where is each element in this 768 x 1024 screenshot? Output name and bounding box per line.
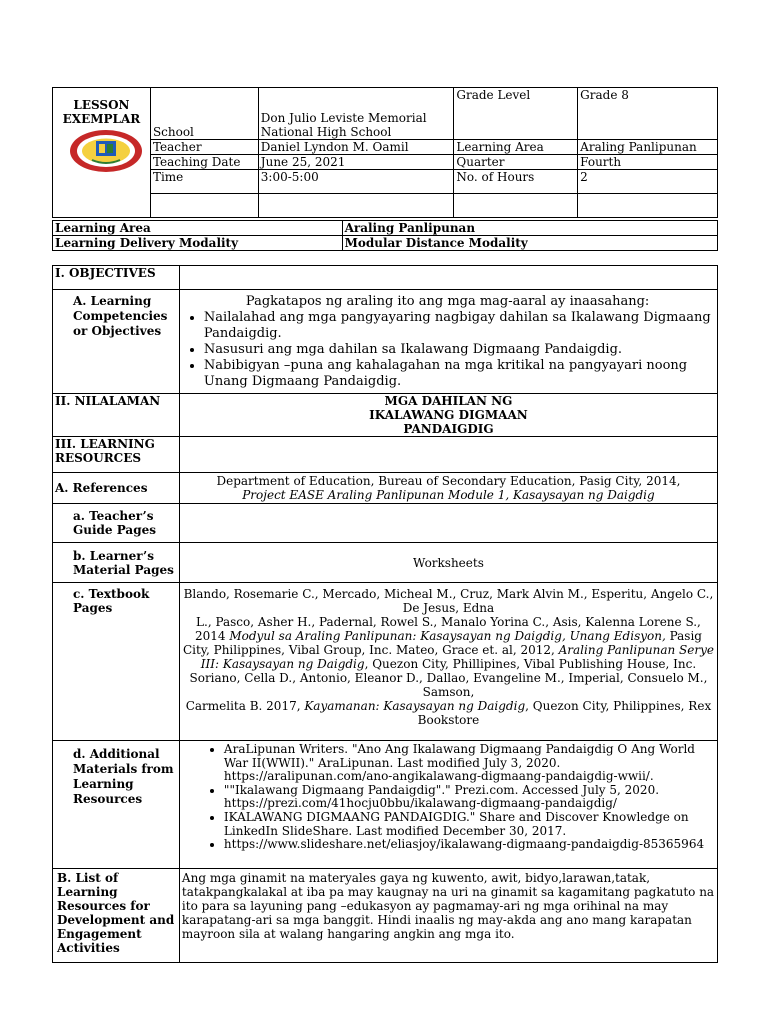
empty-cell <box>258 194 454 218</box>
list-of-resources-label: B. List of Learning Resources for Development and Engagement Activities <box>53 869 180 963</box>
teacher-value: Daniel Lyndon M. Oamil <box>258 140 454 155</box>
competencies-label: A. Learning Competencies or Objectives <box>53 290 180 394</box>
learning-area-label: Learning Area <box>454 140 578 155</box>
textbook-citation-4 <box>182 699 715 727</box>
citation-text: Carmelita B. 2017, <box>185 699 305 713</box>
teaching-date-value: June 25, 2021 <box>258 155 454 170</box>
empty-cell <box>578 194 718 218</box>
objective-item: • Nasusuri ang mga dahilan sa Ikalawang Digmaang Pandaigdig. <box>204 342 715 358</box>
empty-cell <box>454 194 578 218</box>
citation-title: Araling Panlipunan Serye III: Kasaysayan ng Daigdig <box>200 643 714 671</box>
hours-value: 2 <box>578 170 718 194</box>
learners-material-label: b. Learner’s Material Pages <box>53 543 180 583</box>
textbook-citation-3: Soriano, Cella D., Antonio, Eleanor D., Dallao, Evangeline M., Imperial, Consuelo M., Samson, <box>189 671 708 699</box>
lesson-exemplar-title: LESSON EXEMPLAR <box>53 88 151 218</box>
additional-materials-cell <box>179 741 717 869</box>
textbook-cell <box>179 583 717 741</box>
additional-material-item: • https://www.slideshare.net/eliasjoy/ikalawang-digmaang-pandaigdig-85365964 <box>224 838 715 852</box>
modality-label: Learning Delivery Modality <box>53 236 343 251</box>
objectives-cell <box>179 290 717 394</box>
school-seal-logo <box>68 128 144 174</box>
header-table <box>52 87 718 218</box>
main-table <box>52 265 718 963</box>
citation-text: L., Pasco, Asher H., Padernal, Rowel S., Manalo Yorina C., Asis, Kalenna Lorene S., 2014 <box>194 615 701 643</box>
empty-cell <box>150 194 258 218</box>
citation-title: Modyul sa Araling Panlipunan: Kasaysayan ng Daigdig, Unang Edisyon, <box>229 629 666 643</box>
textbook-citation-1: Blando, Rosemarie C., Mercado, Micheal M., Cruz, Mark Alvin M., Esperitu, Angelo C., De Jesus, Edna <box>183 587 714 615</box>
learners-material-value: Worksheets <box>179 543 717 583</box>
additional-material-item: • AraLipunan Writers. "Ano Ang Ikalawang Digmaang Pandaigdig O Ang World War II(WWII)." AraLipunan. Last modified July 3, 2020. https://aralipunan.com/ano-angikalawang-digmaang-pandaigdig-wwii/. <box>224 743 715 784</box>
time-label: Time <box>150 170 258 194</box>
nilalaman-label: II. NILALAMAN <box>53 394 180 437</box>
empty-cell <box>179 437 717 473</box>
learning-resources-label: III. LEARNING RESOURCES <box>53 437 180 473</box>
additional-material-item: • ""Ikalawang Digmaang Pandaigdig"." Prezi.com. Accessed July 5, 2020. https://prezi.com/41hocju0bbu/ikalawang-digmaang-pandaigdig/ <box>224 784 715 811</box>
teacher-label: Teacher <box>150 140 258 155</box>
textbook-citation-2 <box>182 615 715 671</box>
quarter-label: Quarter <box>454 155 578 170</box>
school-label: School <box>150 88 258 140</box>
empty-cell <box>179 266 717 290</box>
modality-value: Modular Distance Modality <box>342 236 717 251</box>
references-line2: Project EASE Araling Panlipunan Module 1, Kasaysayan ng Daigdig <box>242 488 655 502</box>
quarter-value: Fourth <box>578 155 718 170</box>
list-of-resources-text: Ang mga ginamit na materyales gaya ng kuwento, awit, bidyo,larawan,tatak, tatakpangkalakal at iba pa may kaugnay na uri na ginamit sa kagamitang pagkatuto na ito para sa layuning pang –edukasyon ay pagmamay-ari ng mga orihinal na may karapatang-ari sa mga banggit. Hindi inaalis ng may-akda ang ano mang karapatan mayroon sila at walang hangaring angkin ang mga ito. <box>179 869 717 963</box>
objectives-list <box>182 310 715 390</box>
additional-materials-label: d. Additional Materials from Learning Resources <box>53 741 180 869</box>
additional-material-item: • IKALAWANG DIGMAANG PANDAIGDIG." Share and Discover Knowledge on LinkedIn SlideShare. Last modified December 30, 2017. <box>224 811 715 838</box>
summary-learning-area-label: Learning Area <box>53 221 343 236</box>
teaching-date-label: Teaching Date <box>150 155 258 170</box>
grade-level-value: Grade 8 <box>578 88 718 140</box>
citation-text: , Quezon City, Philippines, Rex Bookstore <box>417 699 712 727</box>
time-value: 3:00-5:00 <box>258 170 454 194</box>
references-label: A. References <box>53 473 180 504</box>
citation-text: Pasig City, Philippines, Vibal Group, Inc. Mateo, Grace et. al, 2012, <box>182 629 702 657</box>
objectives-intro: Pagkatapos ng araling ito ang mga mag-aaral ay inaasahang: <box>245 294 650 309</box>
summary-table <box>52 220 718 251</box>
nilalaman-content: MGA DAHILAN NG IKALAWANG DIGMAAN PANDAIGDIG <box>179 394 717 437</box>
objectives-section-label: I. OBJECTIVES <box>53 266 180 290</box>
objective-item: • Nabibigyan –puna ang kahalagahan na mga kritikal na pangyayari noong Unang Digmaang Pandaigdig. <box>204 358 715 390</box>
textbook-label: c. Textbook Pages <box>53 583 180 741</box>
teachers-guide-label: a. Teacher’s Guide Pages <box>53 504 180 543</box>
references-line1: Department of Education, Bureau of Secondary Education, Pasig City, 2014, <box>216 474 681 488</box>
citation-title: Kayamanan: Kasaysayan ng Daigdig <box>304 699 526 713</box>
grade-level-label: Grade Level <box>454 88 578 140</box>
additional-materials-list <box>202 743 715 852</box>
citation-text: , Quezon City, Phillipines, Vibal Publishing House, Inc. <box>364 657 697 671</box>
references-cell <box>179 473 717 504</box>
school-value: Don Julio Leviste Memorial National High School <box>258 88 454 140</box>
empty-cell <box>179 504 717 543</box>
summary-learning-area-value: Araling Panlipunan <box>342 221 717 236</box>
hours-label: No. of Hours <box>454 170 578 194</box>
objective-item: • Nailalahad ang mga pangyayaring nagbigay dahilan sa Ikalawang Digmaang Pandaigdig. <box>204 310 715 342</box>
learning-area-value: Araling Panlipunan <box>578 140 718 155</box>
